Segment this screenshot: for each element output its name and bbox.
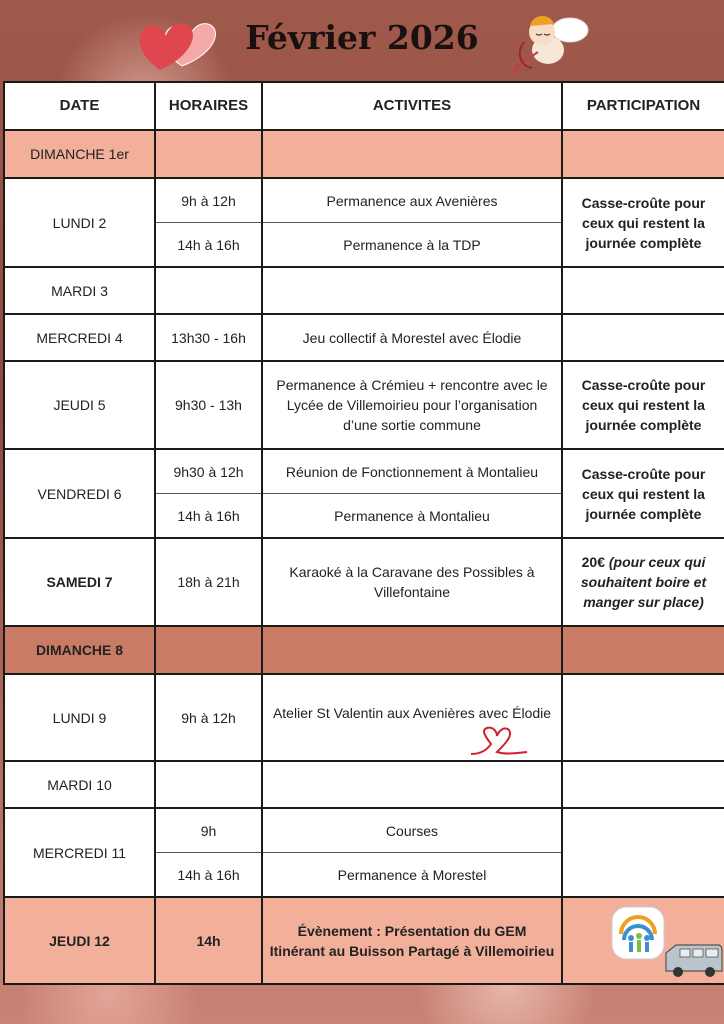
activity-cell: Permanence à la TDP	[263, 222, 561, 266]
activity-cell: Permanence à Morestel	[263, 852, 561, 896]
participation-cell: Casse-croûte pour ceux qui restent la journée complète	[562, 361, 724, 449]
header-date: DATE	[4, 82, 155, 130]
participation-cell	[562, 538, 724, 626]
date-cell: MERCREDI 11	[4, 808, 155, 897]
date-cell: VENDREDI 6	[4, 449, 155, 538]
table-row	[4, 130, 724, 178]
date-cell: JEUDI 5	[4, 361, 155, 449]
time-cell: 14h à 16h	[156, 222, 261, 266]
date-cell: JEUDI 12	[4, 897, 155, 984]
cupid-icon	[508, 6, 594, 76]
time-cell: 9h30 - 13h	[155, 361, 262, 449]
schedule-table	[3, 81, 724, 985]
activity-cell: Permanence à Crémieu + rencontre avec le Lycée de Villemoirieu pour l’organisation d’une sortie commune	[262, 361, 562, 449]
gem-logo-icon	[609, 904, 667, 962]
activity-cell: Permanence aux Avenières	[326, 192, 498, 209]
date-cell: MARDI 3	[4, 267, 155, 314]
logos-cell	[562, 897, 724, 984]
table-row	[4, 538, 724, 626]
date-cell: DIMANCHE 8	[4, 626, 155, 674]
time-cell: 9h à 12h	[181, 192, 236, 209]
time-cell: 14h à 16h	[156, 493, 261, 537]
time-cell: 18h à 21h	[155, 538, 262, 626]
table-row	[4, 808, 724, 897]
date-cell: LUNDI 9	[4, 674, 155, 761]
table-row	[4, 626, 724, 674]
hearts-icon	[130, 14, 220, 74]
time-cell: 9h	[200, 822, 217, 839]
activity-cell: Permanence à Montalieu	[263, 493, 561, 537]
heart-doodle-icon	[467, 724, 531, 760]
header-participation: PARTICIPATION	[562, 82, 724, 130]
activity-cell: Karaoké à la Caravane des Possibles à Villefontaine	[262, 538, 562, 626]
header-activites: ACTIVITES	[262, 82, 562, 130]
activity-cell: Réunion de Fonctionnement à Montalieu	[285, 463, 539, 480]
table-row	[4, 267, 724, 314]
date-cell: MARDI 10	[4, 761, 155, 808]
participation-cell: Casse-croûte pour ceux qui restent la journée complète	[562, 449, 724, 538]
activity-cell: Évènement : Présentation du GEM Itinérant au Buisson Partagé à Villemoirieu	[262, 897, 562, 984]
date-cell: DIMANCHE 1er	[4, 130, 155, 178]
activity-cell: Courses	[385, 822, 439, 839]
time-cell: 14h à 16h	[156, 852, 261, 896]
van-icon	[662, 941, 724, 981]
table-row	[4, 897, 724, 984]
time-cell: 13h30 - 16h	[155, 314, 262, 361]
price: 20€	[581, 554, 609, 570]
date-cell: SAMEDI 7	[4, 538, 155, 626]
page-title: Février 2026	[245, 18, 479, 57]
participation-cell: Casse-croûte pour ceux qui restent la journée complète	[562, 178, 724, 267]
header-horaires: HORAIRES	[155, 82, 262, 130]
activity-cell: Jeu collectif à Morestel avec Élodie	[262, 314, 562, 361]
table-row	[4, 361, 724, 449]
table-row	[4, 449, 724, 538]
table-row	[4, 314, 724, 361]
time-cell: 9h à 12h	[155, 674, 262, 761]
price-note: (pour ceux qui souhaitent boire et manger sur place)	[580, 554, 707, 610]
date-cell: LUNDI 2	[4, 178, 155, 267]
time-cell: 9h30 à 12h	[173, 463, 244, 480]
date-cell: MERCREDI 4	[4, 314, 155, 361]
table-row	[4, 761, 724, 808]
table-row	[4, 674, 724, 761]
time-cell: 14h	[155, 897, 262, 984]
table-row	[4, 178, 724, 267]
activity-cell	[262, 674, 562, 761]
activity-text: Atelier St Valentin aux Avenières avec Élodie	[272, 704, 552, 721]
